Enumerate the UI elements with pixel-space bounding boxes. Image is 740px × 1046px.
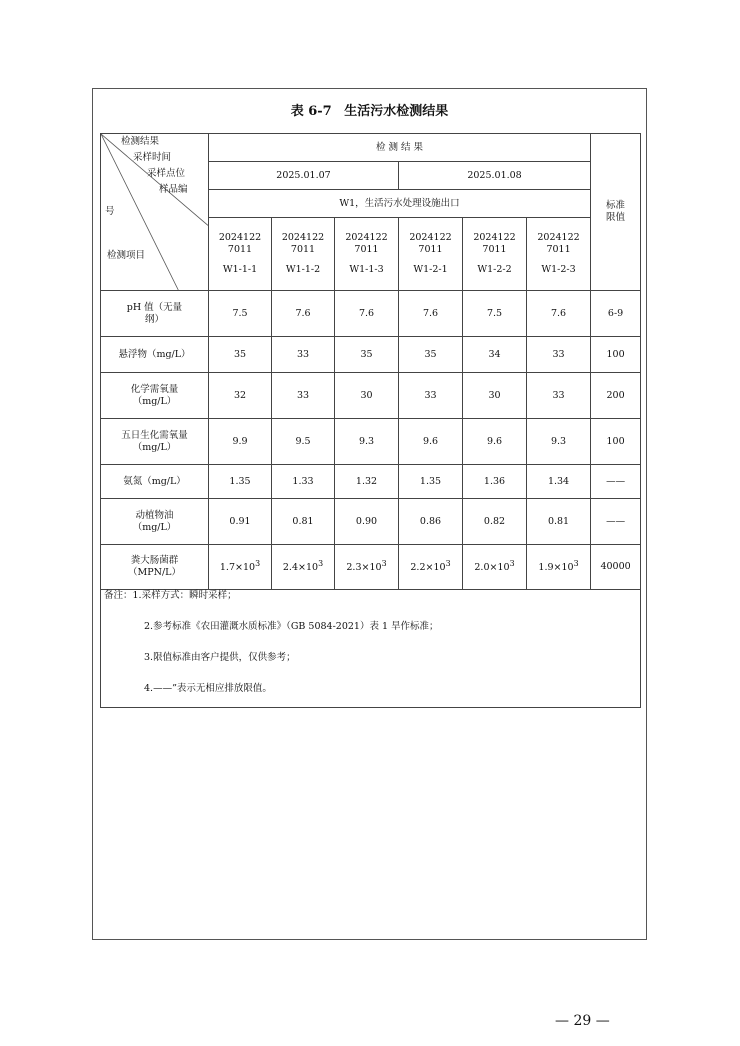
value-cell: 0.81 (527, 499, 591, 545)
sample-point: W1，生活污水处理设施出口 (209, 190, 591, 218)
value-cell: 7.5 (463, 291, 527, 337)
value-cell: 32 (209, 373, 272, 419)
sample-id: 2024122 7011 W1-1-1 (209, 218, 272, 291)
value-cell: 0.90 (335, 499, 399, 545)
value-cell: 0.91 (209, 499, 272, 545)
diag-label-point: 采样点位 (147, 168, 186, 179)
value-cell: 9.9 (209, 419, 272, 465)
date-1: 2025.01.07 (209, 162, 399, 190)
value-cell: $2.0\times 10^3$ (463, 545, 527, 590)
sample-id: 2024122 7011 W1-1-3 (335, 218, 399, 291)
results-header: 检 测 结 果 (209, 134, 591, 162)
table-row (101, 545, 641, 590)
value-cell: 33 (527, 337, 591, 373)
sample-id: 2024122 7011 W1-2-1 (399, 218, 463, 291)
value-cell: 7.6 (335, 291, 399, 337)
limit-cell: —— (591, 499, 641, 545)
table-title (92, 100, 647, 119)
value-cell: 35 (209, 337, 272, 373)
value-cell: 35 (399, 337, 463, 373)
date-2: 2025.01.08 (399, 162, 591, 190)
limit-cell: 40000 (591, 545, 641, 590)
item-name: 动植物油 （mg/L） (101, 499, 209, 545)
value-cell: 7.5 (209, 291, 272, 337)
value-cell: 0.81 (272, 499, 335, 545)
value-cell: $1.7\times 10^3$ (209, 545, 272, 590)
value-cell: 1.33 (272, 465, 335, 499)
diagonal-header-cell (101, 134, 209, 291)
value-cell: 1.34 (527, 465, 591, 499)
note-3: 3.限值标准由客户提供，仅供参考； (144, 652, 296, 663)
value-cell: $2.2\times 10^3$ (399, 545, 463, 590)
diag-label-result: 检测结果 (121, 136, 160, 147)
diag-label-item: 检测项目 (107, 250, 146, 261)
value-cell: 30 (463, 373, 527, 419)
item-name: 氨氮（mg/L） (101, 465, 209, 499)
value-cell: 9.5 (272, 419, 335, 465)
diag-label-time: 采样时间 (133, 152, 172, 163)
value-cell: 33 (527, 373, 591, 419)
value-cell: $2.4\times 10^3$ (272, 545, 335, 590)
value-cell: 34 (463, 337, 527, 373)
limit-cell: 6-9 (591, 291, 641, 337)
value-cell: 33 (399, 373, 463, 419)
item-name: 粪大肠菌群 （MPN/L） (101, 545, 209, 590)
table-row (101, 465, 641, 499)
value-cell: 33 (272, 337, 335, 373)
value-cell: 30 (335, 373, 399, 419)
value-cell: 0.86 (399, 499, 463, 545)
value-cell: 35 (335, 337, 399, 373)
value-cell: 9.3 (335, 419, 399, 465)
item-name: 化学需氧量 （mg/L） (101, 373, 209, 419)
note-1: 备注：1.采样方式：瞬时采样； (104, 590, 237, 601)
diag-label-sample-no-2: 号 (105, 206, 115, 217)
limit-cell: 200 (591, 373, 641, 419)
value-cell: 33 (272, 373, 335, 419)
value-cell: 7.6 (399, 291, 463, 337)
item-name: 悬浮物（mg/L） (101, 337, 209, 373)
value-cell: 9.6 (399, 419, 463, 465)
value-cell: 7.6 (527, 291, 591, 337)
note-4: 4.——”表示无相应排放限值。 (144, 683, 272, 694)
sample-id: 2024122 7011 W1-2-2 (463, 218, 527, 291)
value-cell: 0.82 (463, 499, 527, 545)
table-row (101, 373, 641, 419)
sample-id: 2024122 7011 W1-1-2 (272, 218, 335, 291)
sample-id: 2024122 7011 W1-2-3 (527, 218, 591, 291)
value-cell: 9.3 (527, 419, 591, 465)
table-row (101, 291, 641, 337)
limit-cell: —— (591, 465, 641, 499)
limit-cell: 100 (591, 419, 641, 465)
table-row (101, 499, 641, 545)
value-cell: 1.32 (335, 465, 399, 499)
value-cell: 9.6 (463, 419, 527, 465)
page-number: — 29 — (555, 1013, 610, 1029)
table-row (101, 419, 641, 465)
value-cell: 1.36 (463, 465, 527, 499)
note-2: 2.参考标准《农田灌溉水质标准》（GB 5084-2021）表 1 旱作标准； (144, 621, 439, 632)
value-cell: 7.6 (272, 291, 335, 337)
item-name: 五日生化需氧量 （mg/L） (101, 419, 209, 465)
value-cell: 1.35 (399, 465, 463, 499)
table-number: 表 6-7 (290, 104, 332, 119)
diag-label-sample-no: 样品编 (159, 184, 188, 195)
value-cell: $2.3\times 10^3$ (335, 545, 399, 590)
table-row (101, 337, 641, 373)
table-caption: 生活污水检测结果 (344, 104, 449, 119)
value-cell: 1.35 (209, 465, 272, 499)
item-name: pH 值（无量 纲） (101, 291, 209, 337)
standard-limit-header: 标准 限值 (591, 134, 641, 291)
limit-cell: 100 (591, 337, 641, 373)
value-cell: $1.9\times 10^3$ (527, 545, 591, 590)
